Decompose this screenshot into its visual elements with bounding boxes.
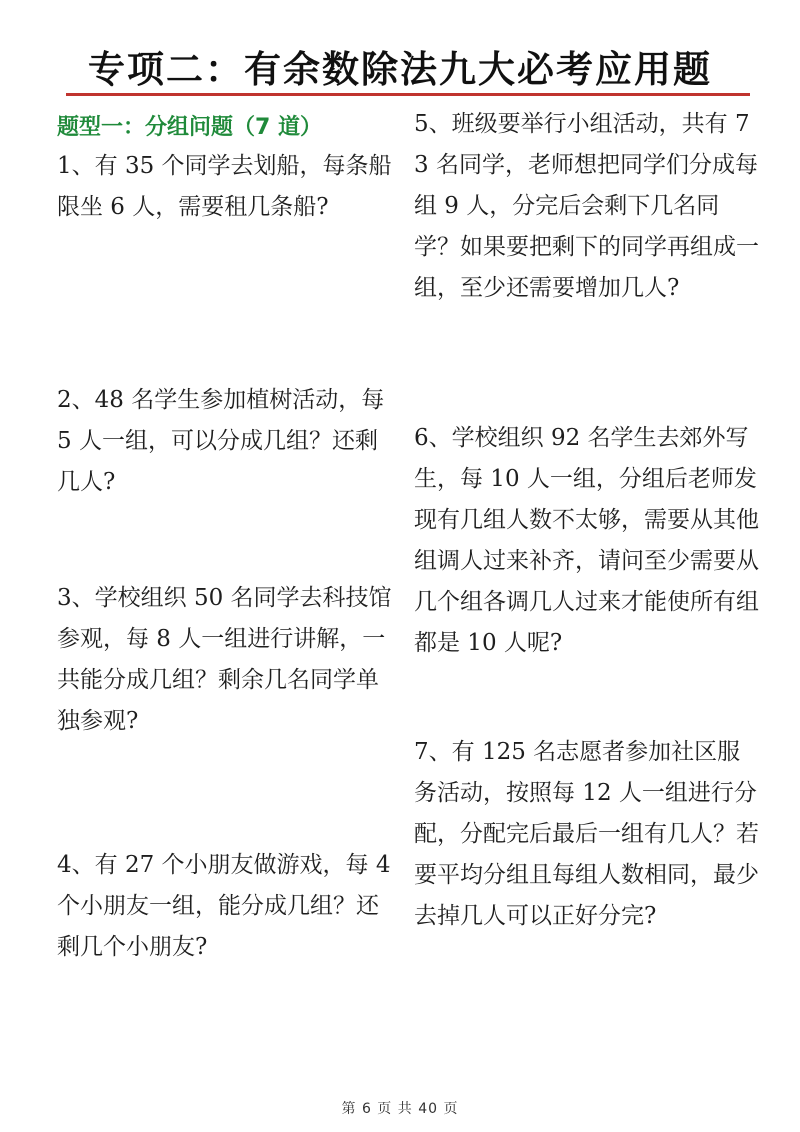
section-heading: 题型一：分组问题（7 道） bbox=[57, 115, 322, 140]
question-6: 6、学校组织 92 名学生去郊外写生，每 10 人一组，分组后老师发现有几组人数不太够，需要从其他组调人过来补齐，请问至少需要从几个组各调几人过来才能使所有组都是 10 人呢? bbox=[414, 425, 759, 656]
question-7: 7、有 125 名志愿者参加社区服务活动，按照每 12 人一组进行分配，分配完后最后一组有几人？若要平均分组且每组人数相同，最少去掉几人可以正好分完? bbox=[414, 739, 759, 929]
question-3: 3、学校组织 50 名同学去科技馆参观，每 8 人一组进行讲解，一共能分成几组？剩余几名同学单独参观? bbox=[57, 585, 392, 734]
question-4: 4、有 27 个小朋友做游戏，每 4 个小朋友一组，能分成几组？还剩几个小朋友? bbox=[57, 852, 391, 960]
page-title: 专项二：有余数除法九大必考应用题 bbox=[88, 48, 712, 91]
question-1: 1、有 35 个同学去划船，每条船限坐 6 人，需要租几条船? bbox=[57, 153, 392, 220]
page-footer: 第 6 页 共 40 页 bbox=[341, 1101, 459, 1117]
question-2: 2、48 名学生参加植树活动，每 5 人一组，可以分成几组？还剩几人? bbox=[57, 387, 385, 495]
title-divider bbox=[66, 93, 750, 96]
question-5: 5、班级要举行小组活动，共有 73 名同学，老师想把同学们分成每组 9 人，分完后会剩下几名同学？如果要把剩下的同学再组成一组，至少还需要增加几人? bbox=[414, 111, 759, 301]
